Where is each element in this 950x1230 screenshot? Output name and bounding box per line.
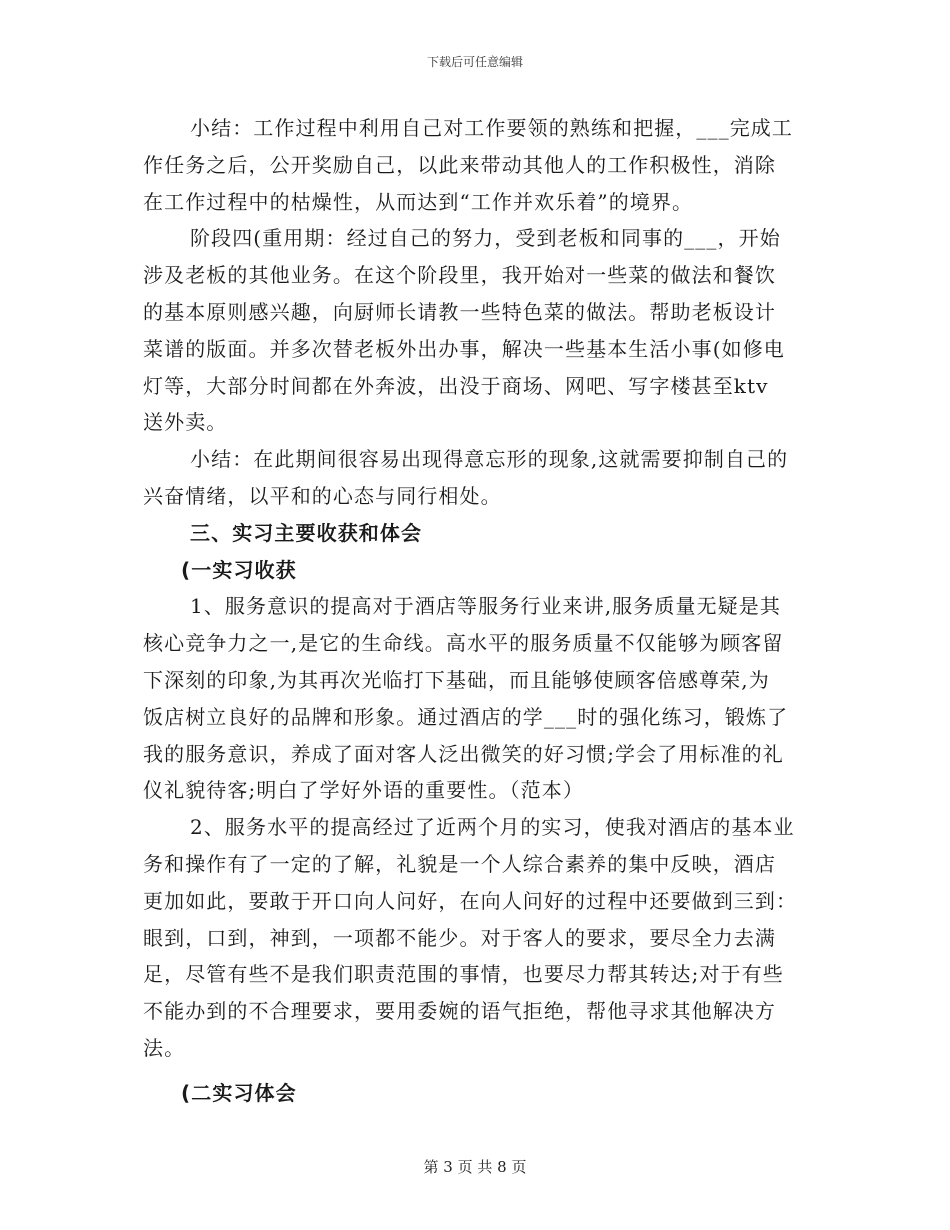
page-footer: 第 3 页 共 8 页	[423, 1158, 527, 1176]
paragraph-line: 眼到，口到，神到，一项都不能少。对于客人的要求，要尽全力去满	[143, 925, 776, 950]
paragraph-line: 小结：工作过程中利用自己对工作要领的熟练和把握，___完成工	[190, 116, 793, 140]
paragraph-line: 在工作过程中的枯燥性，从而达到“工作并欢乐着”的境界。	[143, 189, 694, 214]
subsection-heading: (一实习收获	[181, 557, 297, 582]
paragraph-line: 兴奋情绪，以平和的心态与同行相处。	[143, 483, 502, 508]
paragraph-line: 2、服务水平的提高经过了近两个月的实习，使我对酒店的基本业	[190, 815, 795, 840]
paragraph-line: 务和操作有了一定的了解，礼貌是一个人综合素养的集中反映，酒店	[143, 851, 776, 876]
page-header: 下载后可任意编辑	[426, 55, 523, 69]
document-body	[143, 110, 811, 1112]
paragraph-line: 小结：在此期间很容易出现得意忘形的现象,这就需要抑制自己的	[190, 447, 789, 472]
paragraph-line: 足，尽管有些不是我们职责范围的事情，也要尽力帮其转达;对于有些	[143, 962, 784, 987]
paragraph-line: 饭店树立良好的品牌和形象。通过酒店的学___时的强化练习，锻炼了	[143, 704, 789, 729]
paragraph-line: 作任务之后，公开奖励自己，以此来带动其他人的工作积极性，消除	[143, 152, 776, 177]
section-heading: 三、实习主要收获和体会	[190, 520, 423, 545]
subsection-heading: (二实习体会	[181, 1080, 297, 1105]
paragraph-line: 核心竞争力之一,是它的生命线。高水平的服务质量不仅能够为顾客留	[143, 631, 784, 656]
paragraph-line: 送外卖。	[143, 410, 228, 435]
paragraph-line: 的基本原则感兴趣，向厨师长请教一些特色菜的做法。帮助老板设计	[143, 299, 776, 324]
paragraph-line: 我的服务意识，养成了面对客人泛出微笑的好习惯;学会了用标准的礼	[143, 741, 784, 766]
paragraph-line: 仪礼貌待客;明白了学好外语的重要性。（范本）	[143, 778, 584, 803]
paragraph-line: 不能办到的不合理要求，要用委婉的语气拒绝，帮他寻求其他解决方	[143, 999, 776, 1024]
paragraph-line: 下深刻的印象,为其再次光临打下基础，而且能够使顾客倍感尊荣,为	[143, 667, 770, 692]
paragraph-line: 法。	[143, 1035, 186, 1060]
paragraph-line: 更加如此，要敢于开口向人问好，在向人问好的过程中还要做到三到：	[143, 888, 798, 913]
paragraph-line: 阶段四(重用期：经过自己的努力，受到老板和同事的___，开始	[190, 226, 781, 251]
paragraph-line: 灯等，大部分时间都在外奔波，出没于商场、网吧、写字楼甚至ktv	[143, 373, 769, 398]
paragraph-line: 菜谱的版面。并多次替老板外出办事，解决一些基本生活小事(如修电	[143, 336, 785, 361]
paragraph-line: 涉及老板的其他业务。在这个阶段里，我开始对一些菜的做法和餐饮	[143, 263, 776, 288]
paragraph-line: 1、服务意识的提高对于酒店等服务行业来讲,服务质量无疑是其	[190, 594, 781, 619]
